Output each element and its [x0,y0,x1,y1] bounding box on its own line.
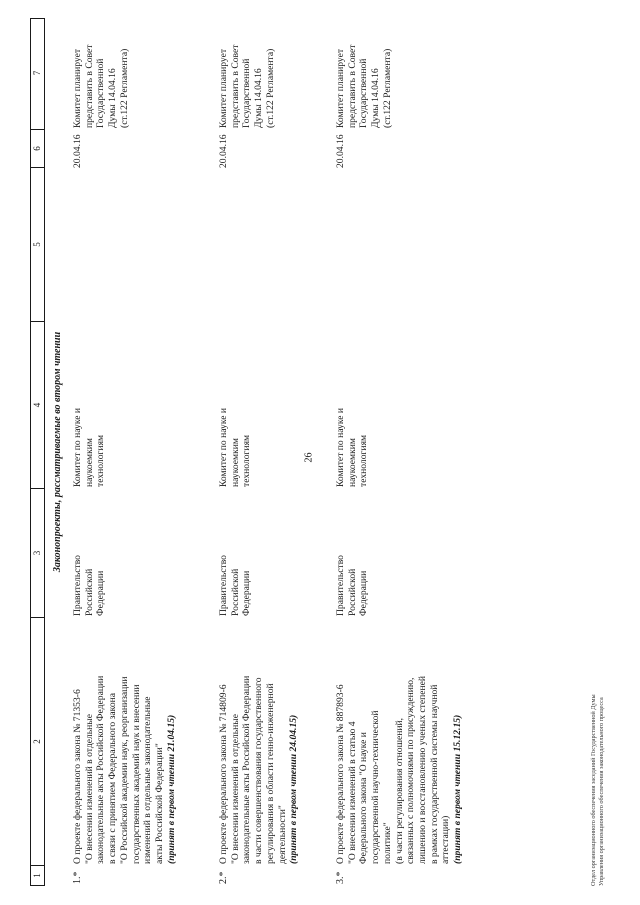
responsible-committee: Комитет по науке и наукоемким технологиям [335,407,370,487]
bill-author: Правительство Российской Федерации [72,555,107,616]
committee-plan: Комитет планирует представить в Совет Государственной Думы 14.04.16 (ст.122 Регламента) [218,44,276,128]
date: 20.04.16 [218,134,229,168]
responsible-committee: Комитет по науке и наукоемким технологиям [218,407,253,487]
bill-description: О проекте федерального закона № 71353-6 "О внесении изменений в отдельные законодательные акты Российской Федерации в связи с принятием Федерального закона "О Российской академии наук, реорганизации государственных академий наук и внесении изменений в отдельные законодательные акты Российской Федерации" (принят в первом чтении 21.04.15) [72,618,177,864]
committee-plan: Комитет планирует представить в Совет Государственной Думы 14.04.16 (ст.122 Регламента) [335,44,393,128]
header-col-6: 6 [31,129,44,167]
committee-plan: Комитет планирует представить в Совет Государственной Думы 14.04.16 (ст.122 Регламента) [72,44,130,128]
first-reading-note: (принят в первом чтении 15.12.15) [452,714,464,864]
header-col-1: 1 [31,865,44,885]
first-reading-note: (принят в первом чтении 21.04.15) [165,714,177,864]
header-col-7: 7 [32,70,42,76]
date: 20.04.16 [72,134,83,168]
date: 20.04.16 [335,134,346,168]
page-footer: Отдел организационного обеспечения заседаний Государственной Думы Управления организационного обеспечения законодательного процесса [590,694,606,886]
bill-description: О проекте федерального закона № 714809-6 "О внесении изменений в отдельные законодательные акты Российской Федерации в части совершенствования государственного регулирования в области генно-инженерной деятельности" (принят в первом чтении 24.04.15) [218,618,300,864]
page-number: 26 [303,452,315,463]
bill-author: Правительство Российской Федерации [218,555,253,616]
bill-description: О проекте федерального закона № 887893-6 "О внесении изменений в статью 4 Федерального закона "О науке и государственной научно-технической политике" (в части регулирования отношений, связанных с полномочиями по присуждению, лишению и восстановлению ученых степеней в рамках государственной системы научной аттестации) (принят в первом чтении 15.12.15) [335,618,464,864]
header-col-5: 5 [31,167,44,321]
header-col-3: 3 [31,488,44,617]
header-col-2: 2 [31,617,44,865]
bill-author: Правительство Российской Федерации [335,555,370,616]
row-number: 2.* [218,871,229,884]
row-number: 3.* [335,871,346,884]
table-header [30,18,45,886]
first-reading-note: (принят в первом чтении 24.04.15) [288,714,300,864]
responsible-committee: Комитет по науке и наукоемким технологиям [72,407,107,487]
header-col-4: 4 [31,321,44,488]
row-number: 1.* [72,871,83,884]
section-title: Законопроекты, рассматриваемые во втором чтении [52,331,63,573]
document-sheet [30,18,608,886]
